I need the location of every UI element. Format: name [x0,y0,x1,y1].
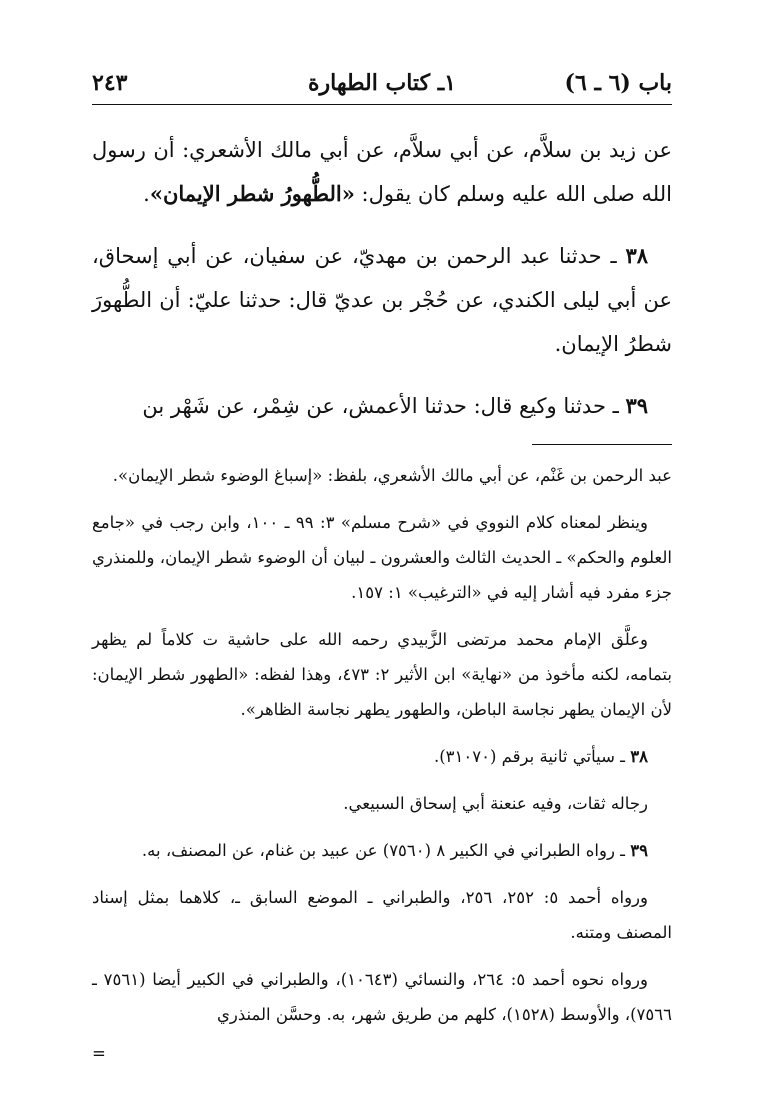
header-rule [92,104,672,105]
hadith-39-number: ٣٩ [625,393,648,418]
note-39-text: ـ رواه الطبراني في الكبير ٨ (٧٥٦٠) عن عبيد بن غنام، عن المصنف، به. [141,841,626,860]
note-39-number: ٣٩ [630,841,648,860]
note-38-text: ـ سيأتي ثانية برقم (٣١٠٧٠). [433,747,626,766]
p1-text: عن زيد بن سلاَّم، عن أبي سلاَّم، عن أبي مالك الأشعري: أن رسول الله صلى الله عليه وسلم كان يقول: [92,138,672,206]
note-7: ورواه أحمد ٥: ٢٥٢، ٢٥٦، والطبراني ـ الموضع السابق ـ، كلاهما بمثل إسناد المصنف ومتنه. [92,888,672,942]
hadith-39-text: ـ حدثنا وكيع قال: حدثنا الأعمش، عن شِمْر، عن شَهْر بن [142,394,626,418]
hadith-38-number: ٣٨ [625,243,648,268]
hadith-38-text: ـ حدثنا عبد الرحمن بن مهديّ، عن سفيان، عن أبي إسحاق، عن أبي ليلى الكندي، عن حُجْر بن عديّ قال: حدثنا عليّ: أن الطُّهورَ شطرُ الإيمان. [92,244,672,356]
continuation-mark: = [92,1044,106,1063]
footnote-rule [532,444,672,445]
note-38-number: ٣٨ [630,747,648,766]
page-number: ٢٤٣ [92,70,128,96]
book-title: ١ـ كتاب الطهارة [308,70,456,96]
running-header [92,68,672,102]
note-1: عبد الرحمن بن غَنْم، عن أبي مالك الأشعري، بلفظ: «إسباغ الوضوء شطر الإيمان». [112,466,672,485]
paragraph-continuation [92,128,672,216]
note-3: وعلَّق الإمام محمد مرتضى الزَّبيدي رحمه الله على حاشية ت كلاماً لم يظهر بتمامه، لكنه مأخوذ من «نهاية» ابن الأثير ٢: ٤٧٣، وهذا لفظه: «الطهور شطر الإيمان: لأن الإيمان يطهر نجاسة الباطن، والطهور يطهر نجاسة الظاهر». [92,630,673,719]
note-39 [92,833,672,868]
footnotes [92,458,672,1068]
note-2: وينظر لمعناه كلام النووي في «شرح مسلم» ٣: ٩٩ ـ ١٠٠، وابن رجب في «جامع العلوم والحكم» ـ الحديث الثالث والعشرون ـ لبيان أن الوضوء شطر الإيمان، وللمنذري جزء مفرد فيه أشار إليه في «الترغيب» ١: ١٥٧. [92,513,672,602]
hadith-38 [92,234,672,366]
chapter-label: باب (٦ ـ ٦) [564,70,672,96]
note-5: رجاله ثقات، وفيه عنعنة أبي إسحاق السبيعي. [343,794,648,813]
hadith-39 [92,384,672,428]
main-text [92,128,672,446]
note-38 [92,739,672,774]
p1-end: . [143,182,150,206]
p1-quote: «الطُّهورُ شطر الإيمان» [149,181,355,206]
note-8: ورواه نحوه أحمد ٥: ٢٦٤، والنسائي (١٠٦٤٣)، والطبراني في الكبير أيضا (٧٥٦١ ـ ٧٥٦٦)، والأوسط (١٥٢٨)، كلهم من طريق شهر، به. وحسَّن المنذري [92,970,672,1024]
